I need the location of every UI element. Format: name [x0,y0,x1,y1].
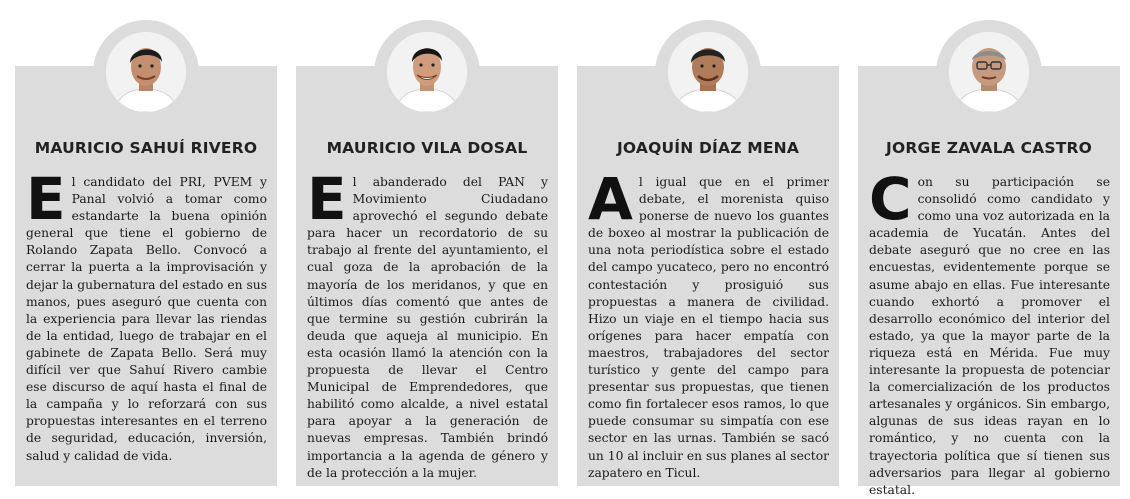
candidate-review [588,165,829,482]
drop-cap: E [307,165,347,233]
candidate-name: MAURICIO VILA DOSAL [326,139,528,157]
drop-cap: A [588,165,633,233]
candidate-column-vila [296,66,558,486]
candidate-review [307,165,548,482]
candidate-name: JORGE ZAVALA CASTRO [886,139,1092,157]
candidate-name: JOAQUÍN DÍAZ MENA [616,139,800,157]
candidate-review [26,165,267,465]
review-text: on su participación se consolidó como candidato y como una voz autorizada en la academia de Yucatán. Antes del debate aseguró que no cree en las encuestas, evidentemente porque se asume abajo en ellas. Fue interesante cuando exhortó a promover el desarrollo económico del interior del estado, ya que la mayor parte de la riqueza está en Mérida. Fue muy interesante la propuesta de potenciar la comercialización de los productos artesanales y orgánicos. Sin embargo, algunas de sus ideas rayan en lo romántico, y no cuenta con la trayectoria política que sí tienen sus adversarios para llegar al gobierno estatal. [869,175,1110,497]
candidate-column-sahui [15,66,277,486]
review-text: l candidato del PRI, PVEM y Panal volvió a tomar como estandarte la buena opinión general que tiene el gobierno de Rolando Zapata Bello. Convocó a cerrar la puerta a la improvisación y dejar la gubernatura del estado en sus manos, pues aseguró que cuenta con la experiencia para llevar las riendas de la entidad, luego de trabajar en el gabinete de Zapata Bello. Será muy difícil ver que Sahuí Rivero cambie ese discurso de aquí hasta el final de la campaña y lo reforzará con sus propuestas interesantes en el terreno de seguridad, educación, inversión, salud y calidad de vida. [26,175,267,463]
candidate-review [869,165,1110,499]
candidate-portrait [387,32,467,112]
candidate-column-zavala [858,66,1120,497]
candidate-name: MAURICIO SAHUÍ RIVERO [34,139,258,157]
candidate-portrait [106,32,186,112]
candidate-column-diaz [577,66,839,486]
candidate-portrait [949,32,1029,112]
drop-cap: E [26,165,66,233]
drop-cap: C [869,165,912,233]
review-text: l abanderado del PAN y Movimiento Ciudadano aprovechó el segundo debate para hacer un recordatorio de su trabajo al frente del ayuntamiento, el cual goza de la aprobación de la mayoría de los meridanos, y que en últimos días comentó que antes de que termine su gestión cubrirán la deuda que aqueja al municipio. En esta ocasión llamó la atención con la propuesta de llevar el Centro Municipal de Emprendedores, que habilitó como alcalde, a nivel estatal para apoyar a la generación de nuevas empresas. También brindó importancia a la agenda de género y de la protección a la mujer. [307,175,548,480]
review-text: l igual que en el primer debate, el morenista quiso ponerse de nuevo los guantes de boxeo al mostrar la publicación de una nota periodística sobre el estado del campo yucateco, pero no encontró contestación y prosiguió sus propuestas a manera de civilidad. Hizo un viaje en el tiempo hacia sus orígenes para hacer empatía con maestros, trabajadores del sector turístico y gente del campo para presentar sus propuestas, que tienen como fin fortalecer esos ramos, lo que puede consumar su simpatía con ese sector en las urnas. También se sacó un 10 al incluir en sus planes al sector zapatero en Ticul. [588,175,829,480]
candidate-portrait [668,32,748,112]
